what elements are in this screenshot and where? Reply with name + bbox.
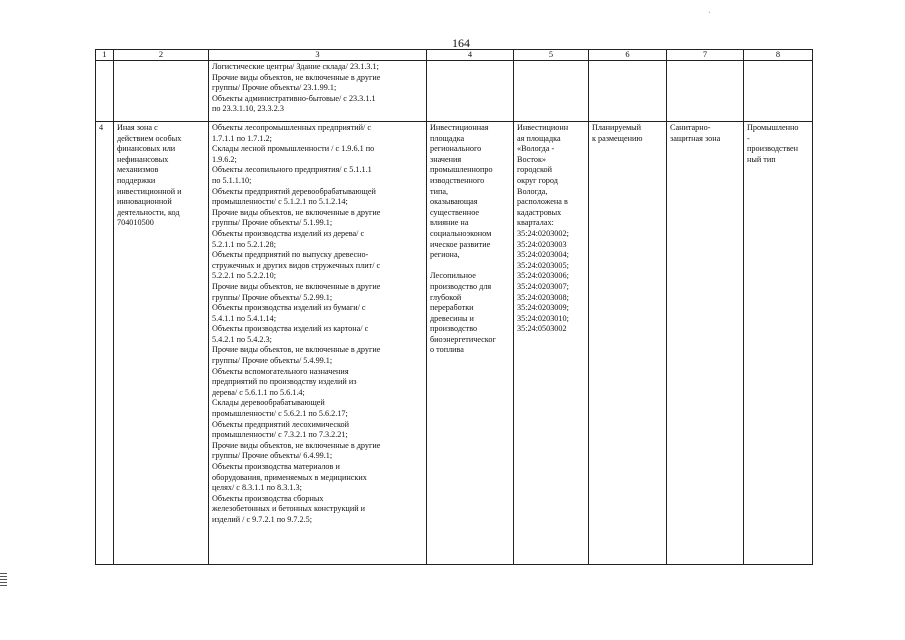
purpose-cell bbox=[427, 61, 514, 122]
planning-table bbox=[95, 49, 813, 565]
purpose-cell: Инвестиционная площадка регионального значения промышленнопро изводственного типа, оказывающая существенное влияние на социальноэконом ическое развитие региона, Лесопильное производство для глубокой переработки древесины и производство биоэнергетическог о топлива bbox=[427, 122, 514, 565]
column-header: 5 bbox=[514, 50, 589, 61]
column-header: 4 bbox=[427, 50, 514, 61]
restricted-zone-cell: Санитарно- защитная зона bbox=[667, 122, 744, 565]
column-header: 3 bbox=[209, 50, 427, 61]
column-header: 6 bbox=[589, 50, 667, 61]
row-number-cell bbox=[96, 61, 114, 122]
scan-edge-marks bbox=[0, 573, 7, 588]
column-header: 7 bbox=[667, 50, 744, 61]
column-header: 8 bbox=[744, 50, 813, 61]
zone-name-cell bbox=[114, 61, 209, 122]
zone-type-cell bbox=[744, 61, 813, 122]
location-cell: Инвестиционн ая площадка «Вологда - Восток» городской округ город Вологда, расположена в кадастровых кварталах: 35:24:0203002; 35:24:0203003 35:24:0203004; 35:24:0203005; 35:24:0203006; 35:24:0203007; 35:24:0203008; 35:24:0203009; 35:24:0203010; 35:24:0503002 bbox=[514, 122, 589, 565]
objects-cell: Логистические центры/ Здание склада/ 23.1.3.1; Прочие виды объектов, не включенные в другие группы/ Прочие объекты/ 23.1.99.1; Объекты административно-бытовые/ с 23.3.1.1 по 23.3.1.10, 23.3.2.3 bbox=[209, 61, 427, 122]
status-cell bbox=[589, 61, 667, 122]
column-header: 2 bbox=[114, 50, 209, 61]
location-cell bbox=[514, 61, 589, 122]
row-number-cell: 4 bbox=[96, 122, 114, 565]
status-cell: Планируемый к размещению bbox=[589, 122, 667, 565]
zone-type-cell: Промышленно - производствен ный тип bbox=[744, 122, 813, 565]
page-number: 164 bbox=[452, 36, 470, 50]
scan-speck: ˎ bbox=[708, 4, 711, 13]
column-number-row bbox=[96, 50, 813, 61]
zone-name-cell: Иная зона с действием особых финансовых или нефинансовых механизмов поддержки инвестиционной и инновационной деятельности, код 704010500 bbox=[114, 122, 209, 565]
table-row bbox=[96, 122, 813, 565]
objects-cell: Объекты лесопромышленных предприятий/ с 1.7.1.1 по 1.7.1.2; Склады лесной промышленности / с 1.9.6.1 по 1.9.6.2; Объекты лесопильного предприятия/ с 5.1.1.1 по 5.1.1.10; Объекты предприятий деревообрабатывающей промышленности/ с 5.1.2.1 по 5.1.2.14; Прочие виды объектов, не включенные в другие группы/ Прочие объекты/ 5.1.99.1; Объекты производства изделий из дерева/ с 5.2.1.1 по 5.2.1.28; Объекты предприятий по выпуску древесно- стружечных и других видов стружечных плит/ с 5.2.2.1 по 5.2.2.10; Прочие виды объектов, не включенные в другие группы/ Прочие объекты/ 5.2.99.1; Объекты производства изделий из бумаги/ с 5.4.1.1 по 5.4.1.14; Объекты производства изделий из картона/ с 5.4.2.1 по 5.4.2.3; Прочие виды объектов, не включенные в другие группы/ Прочие объекты/ 5.4.99.1; Объекты вспомогательного назначения предприятий по производству изделий из дерева/ с 5.6.1.1 по 5.6.1.4; Склады деревообрабатывающей промышленности/ с 5.6.2.1 по 5.6.2.17; Объекты предприятий лесохимической промышленности/ с 7.3.2.1 по 7.3.2.21; Прочие виды объектов, не включенные в другие группы/ Прочие объекты/ 6.4.99.1; Объекты производства материалов и оборудования, применяемых в медицинских целях/ с 8.3.1.1 по 8.3.1.3; Объекты производства сборных железобетонных и бетонных конструкций и изделий / с 9.7.2.1 по 9.7.2.5; bbox=[209, 122, 427, 565]
restricted-zone-cell bbox=[667, 61, 744, 122]
table-row bbox=[96, 61, 813, 122]
column-header: 1 bbox=[96, 50, 114, 61]
